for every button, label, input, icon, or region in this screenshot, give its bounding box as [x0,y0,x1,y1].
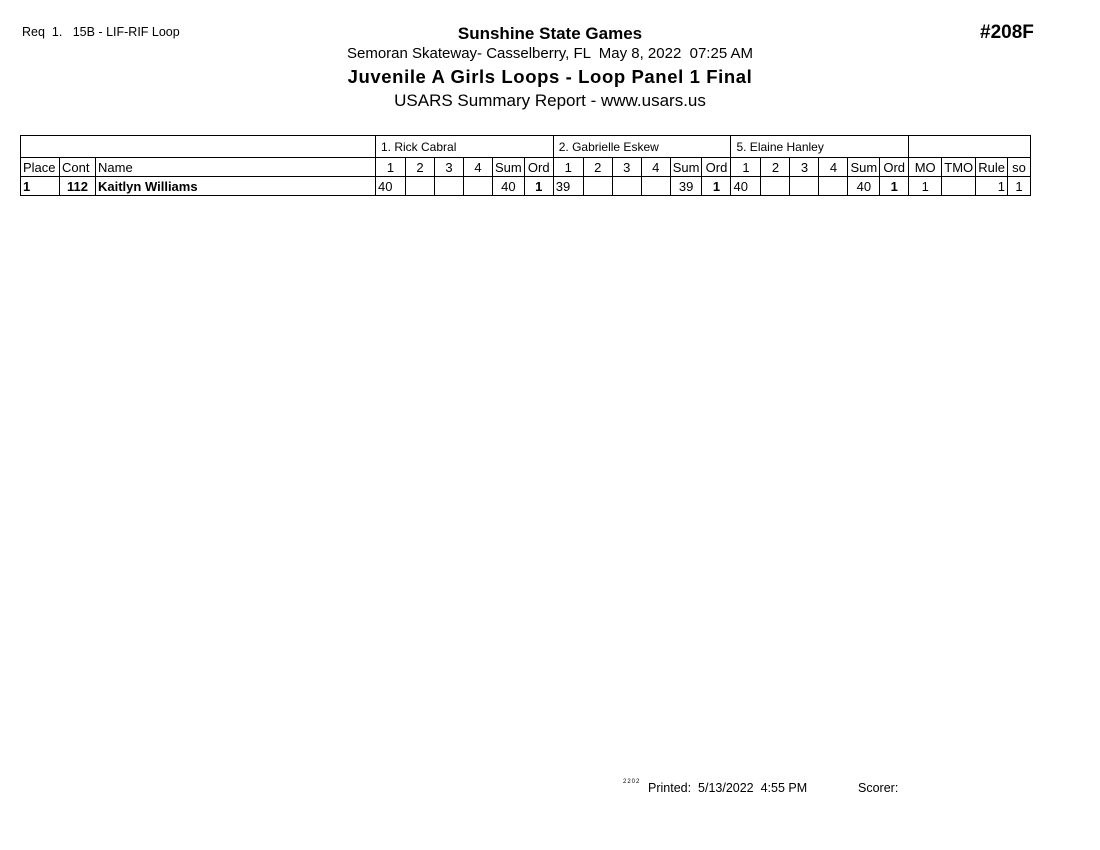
cell-mo: 1 [909,177,942,196]
cell-j3-ord: 1 [880,177,909,196]
report-header [0,23,1100,113]
table-row [21,177,1031,196]
cell-place: 1 [21,177,60,196]
cell-j2-s3 [612,177,641,196]
col-header-j1-sum: Sum [493,158,525,177]
col-header-j1-2: 2 [406,158,435,177]
col-header-rule: Rule [976,158,1008,177]
cell-j2-s2 [583,177,612,196]
page-title: Sunshine State Games [457,24,643,43]
col-header-mo: MO [909,158,942,177]
cell-tmo [942,177,976,196]
cell-j1-s1: 40 [376,177,406,196]
printed-timestamp: Printed: 5/13/2022 4:55 PM [648,781,808,795]
venue-line: Semoran Skateway- Casselberry, FL May 8, 2022 07:25 AM [346,45,754,62]
col-header-so: so [1007,158,1030,177]
cell-j3-s4 [819,177,848,196]
column-header-row [21,158,1031,177]
col-header-j3-2: 2 [761,158,790,177]
cell-j2-s4 [641,177,670,196]
cell-j2-sum: 39 [670,177,702,196]
req-label: Req 1. 15B - LIF-RIF Loop [22,25,180,39]
event-number: #208F [980,22,1034,43]
cell-j1-ord: 1 [524,177,553,196]
cell-j3-s3 [790,177,819,196]
scorer-label: Scorer: [858,781,899,795]
col-header-j3-3: 3 [790,158,819,177]
col-header-j2-2: 2 [583,158,612,177]
cell-cont: 112 [60,177,96,196]
col-header-j1-1: 1 [376,158,406,177]
col-header-j3-ord: Ord [880,158,909,177]
cell-rule: 1 [976,177,1008,196]
col-header-tmo: TMO [942,158,976,177]
col-header-name: Name [96,158,376,177]
footer-version-code: 2202 [623,779,641,785]
col-header-j1-3: 3 [435,158,464,177]
cell-j1-s3 [435,177,464,196]
event-title: Juvenile A Girls Loops - Loop Panel 1 Final [347,66,753,87]
col-header-j3-sum: Sum [848,158,880,177]
cell-so: 1 [1007,177,1030,196]
col-header-place: Place [21,158,60,177]
cell-j3-s2 [761,177,790,196]
col-header-j2-3: 3 [612,158,641,177]
judge-row-spacer-left [21,136,376,158]
col-header-j2-1: 1 [553,158,583,177]
judge-1-name: 1. Rick Cabral [376,136,554,158]
cell-j1-s2 [406,177,435,196]
cell-j1-sum: 40 [493,177,525,196]
cell-j1-s4 [464,177,493,196]
judge-row-spacer-right [909,136,1031,158]
col-header-cont: Cont [60,158,96,177]
col-header-j1-4: 4 [464,158,493,177]
judge-2-name: 2. Gabrielle Eskew [553,136,731,158]
report-title: USARS Summary Report - www.usars.us [394,91,706,110]
col-header-j1-ord: Ord [524,158,553,177]
col-header-j2-ord: Ord [702,158,731,177]
col-header-j3-1: 1 [731,158,761,177]
judge-3-name: 5. Elaine Hanley [731,136,909,158]
cell-j2-s1: 39 [553,177,583,196]
cell-j2-ord: 1 [702,177,731,196]
col-header-j2-4: 4 [641,158,670,177]
cell-name: Kaitlyn Williams [96,177,376,196]
results-table [20,135,1031,196]
cell-j3-sum: 40 [848,177,880,196]
judge-header-row [21,136,1031,158]
col-header-j2-sum: Sum [670,158,702,177]
cell-j3-s1: 40 [731,177,761,196]
col-header-j3-4: 4 [819,158,848,177]
